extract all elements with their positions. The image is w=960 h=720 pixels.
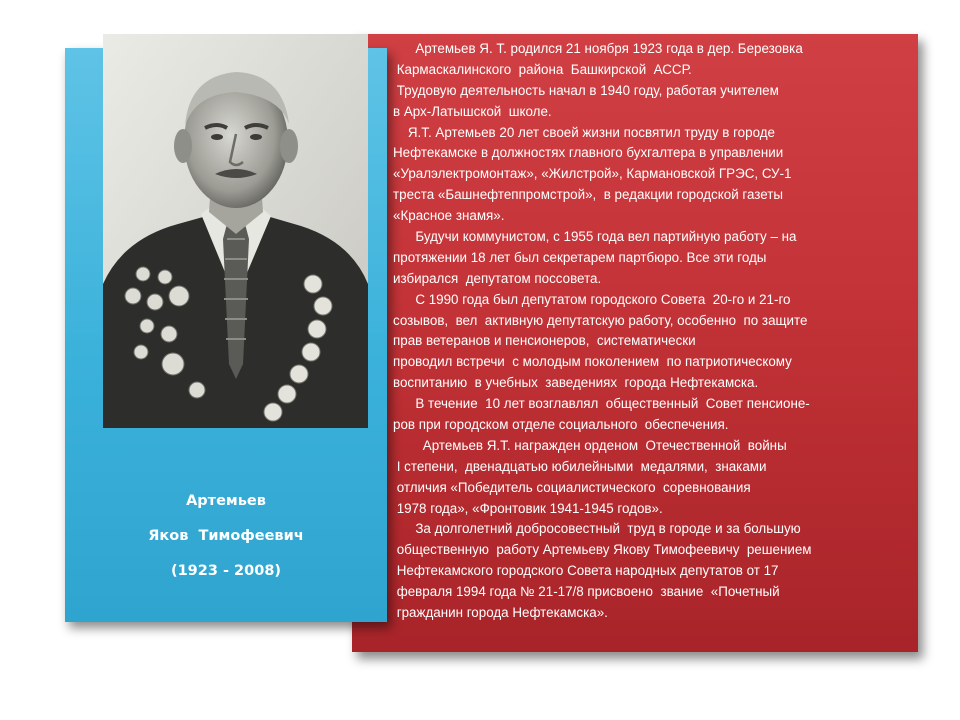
biography-line: гражданин города Нефтекамска». — [393, 605, 608, 621]
biography-line: треста «Башнефтеппромстрой», в редакции городской газеты — [393, 187, 784, 203]
biography-line: в Арх-Латышской школе. — [393, 103, 552, 119]
person-name-block — [65, 492, 387, 597]
biography-line: Трудовую деятельность начал в 1940 году, работая учителем — [393, 82, 779, 98]
biography-line: «Уралэлектромонтаж», «Жилстрой», Кармановской ГРЭС, СУ-1 — [393, 166, 792, 182]
biography-line: Нефтекамске в должностях главного бухгалтера в управлении — [393, 145, 784, 161]
biography-line: Артемьев Я. Т. родился 21 ноября 1923 года в дер. Березовка — [393, 41, 803, 56]
biography-line: Кармаскалинского района Башкирской АССР. — [393, 61, 692, 77]
person-years: (1923 - 2008) — [170, 563, 282, 579]
biography-line: I степени, двенадцатью юбилейными медалями, знаками — [393, 458, 767, 474]
biography-line: Артемьев Я.Т. награжден орденом Отечественной войны — [393, 437, 787, 453]
biography-line: проводил встречи с молодым поколением по патриотическому — [393, 354, 792, 370]
biography-line: 1978 года», «Фронтовик 1941-1945 годов». — [393, 500, 663, 516]
biography-text — [393, 39, 903, 624]
biography-line: общественную работу Артемьеву Якову Тимофеевичу решением — [393, 542, 812, 558]
biography-line: ров при городском отделе социального обеспечения. — [393, 417, 729, 433]
biography-line: февраля 1994 года № 21-17/8 присвоено звание «Почетный — [393, 584, 780, 600]
person-given-names: Яков Тимофеевич — [148, 528, 304, 544]
biography-line: созывов, вел активную депутатскую работу, особенно по защите — [393, 312, 808, 328]
biography-line: избирался депутатом поссовета. — [393, 270, 602, 286]
biography-line: Будучи коммунистом, с 1955 года вел партийную работу – на — [393, 229, 797, 245]
biography-line: В течение 10 лет возглавлял общественный Совет пенсионе- — [393, 396, 810, 412]
biography-line: Я.Т. Артемьев 20 лет своей жизни посвятил труду в городе — [393, 124, 775, 140]
biography-line: Нефтекамского городского Совета народных депутатов от 17 — [393, 563, 779, 579]
biography-line: отличия «Победитель социалистического соревнования — [393, 479, 751, 495]
person-surname: Артемьев — [186, 493, 266, 509]
biography-line: С 1990 года был депутатом городского Совета 20-го и 21-го — [393, 291, 791, 307]
portrait-photo — [103, 34, 368, 428]
biography-line: прав ветеранов и пенсионеров, систематически — [393, 333, 696, 349]
biography-line: протяжении 18 лет был секретарем партбюро. Все эти годы — [393, 249, 767, 265]
biography-line: За долголетний добросовестный труд в городе и за большую — [393, 521, 801, 537]
biography-line: «Красное знамя». — [393, 208, 505, 224]
biography-line: воспитанию в учебных заведениях города Нефтекамска. — [393, 375, 759, 391]
